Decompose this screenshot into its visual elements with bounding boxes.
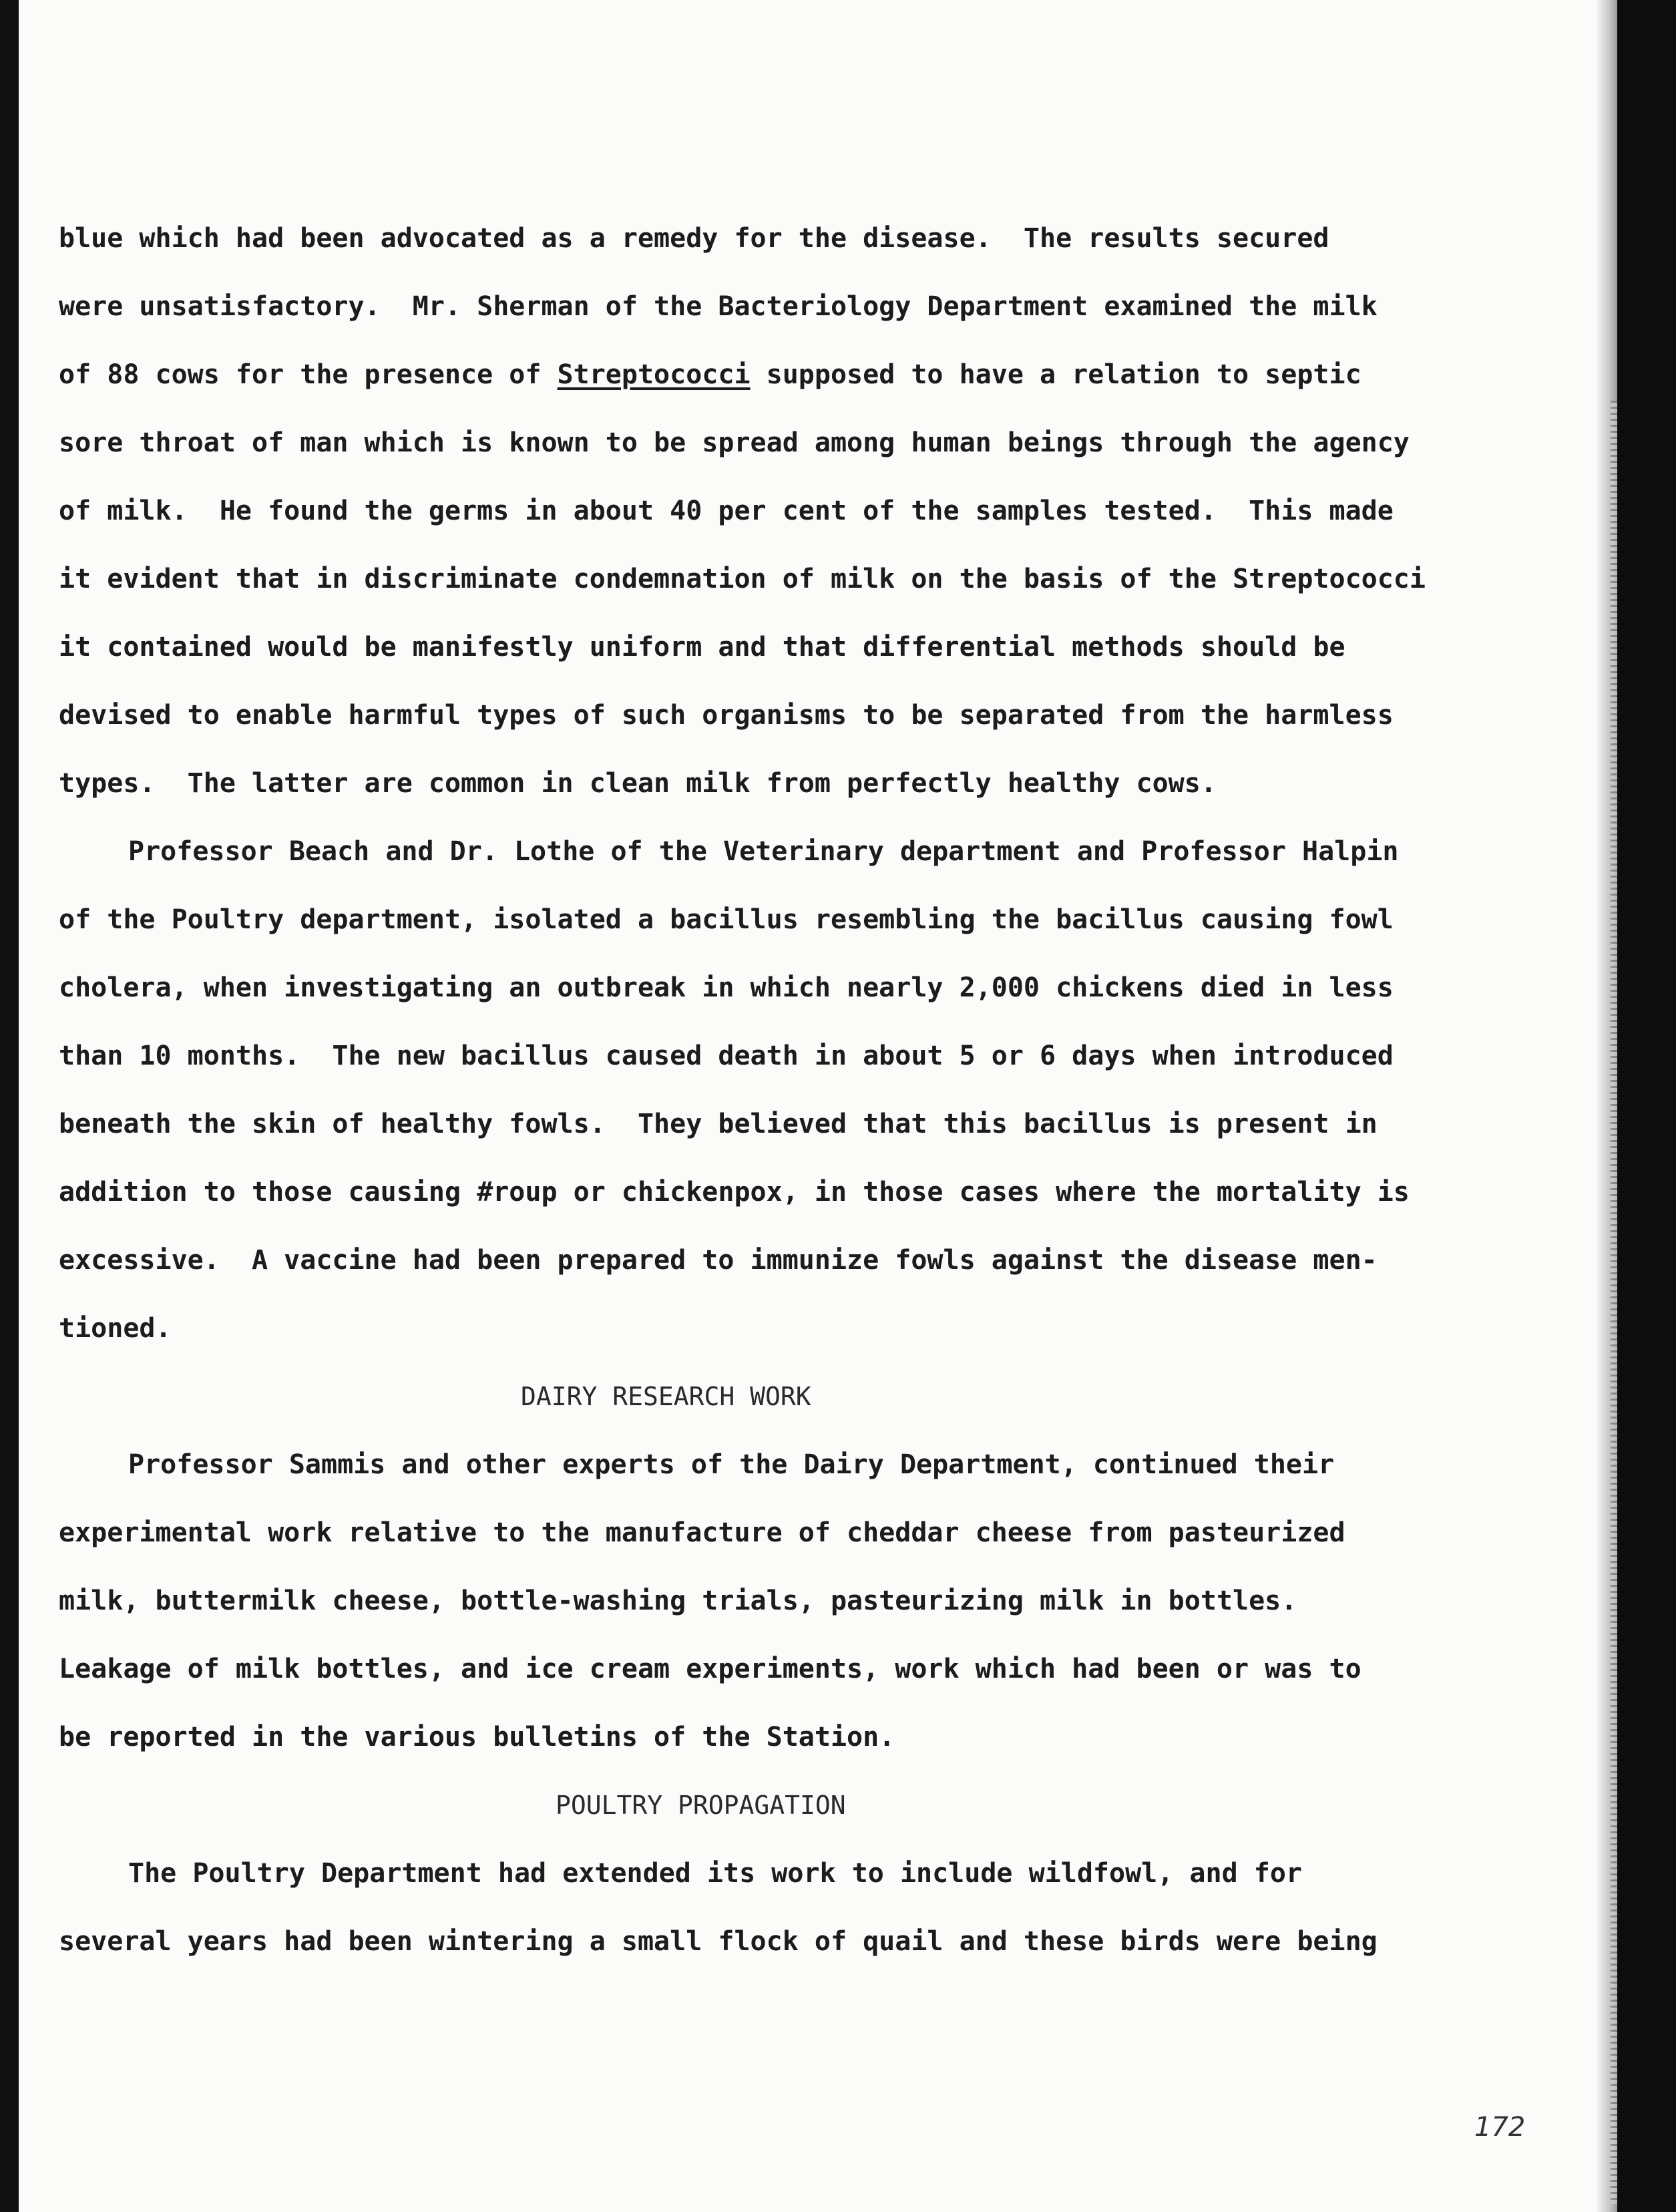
text-line: addition to those causing #roup or chickenpox, in those cases where the mortality is — [59, 1177, 1410, 1208]
text-line — [59, 341, 1461, 409]
scan-left-border — [0, 0, 19, 2212]
text-line: it evident that in discriminate condemnation of milk on the basis of the Streptococci — [59, 564, 1426, 594]
text-line: several years had been wintering a small flock of quail and these birds were being — [59, 1926, 1378, 1957]
text-line: devised to enable harmful types of such organisms to be separated from the harmless — [59, 700, 1394, 731]
section-heading-poultry: POULTRY PROPAGATION — [556, 1791, 846, 1820]
text-line: The Poultry Department had extended its work to include wildfowl, and for — [128, 1858, 1302, 1889]
text-line: tioned. — [59, 1313, 172, 1344]
paragraph-dairy-research — [59, 1431, 1461, 1771]
text-line: it contained would be manifestly uniform and that differential methods should be — [59, 632, 1345, 663]
text-segment: supposed to have a relation to septic — [750, 359, 1361, 390]
text-line: were unsatisfactory. Mr. Sherman of the Bacteriology Department examined the milk — [59, 291, 1378, 322]
text-line: beneath the skin of healthy fowls. They believed that this bacillus is present in — [59, 1109, 1378, 1139]
text-segment: of 88 cows for the presence of — [59, 359, 558, 390]
text-line: of milk. He found the germs in about 40 per cent of the samples tested. This made — [59, 496, 1394, 526]
text-line: excessive. A vaccine had been prepared to immunize fowls against the disease men- — [59, 1245, 1378, 1276]
section-heading-dairy: DAIRY RESEARCH WORK — [521, 1382, 811, 1411]
text-line: Professor Beach and Dr. Lothe of the Veterinary department and Professor Halpin — [128, 836, 1399, 867]
underlined-term: Streptococci — [557, 359, 751, 390]
text-line: be reported in the various bulletins of the Station. — [59, 1722, 895, 1753]
scan-right-border — [1617, 0, 1676, 2212]
paragraph-disease-results — [59, 204, 1461, 817]
typed-text-body — [59, 204, 1461, 1976]
text-line: sore throat of man which is known to be spread among human beings through the agency — [59, 427, 1410, 458]
text-line: Leakage of milk bottles, and ice cream experiments, work which had been or was to — [59, 1654, 1361, 1684]
text-line: milk, buttermilk cheese, bottle-washing trials, pasteurizing milk in bottles. — [59, 1586, 1297, 1616]
text-line: types. The latter are common in clean milk from perfectly healthy cows. — [59, 768, 1217, 799]
page-number: 172 — [1474, 2112, 1526, 2143]
text-line: cholera, when investigating an outbreak in which nearly 2,000 chickens died in less — [59, 972, 1394, 1003]
text-line: than 10 months. The new bacillus caused death in about 5 or 6 days when introduced — [59, 1041, 1394, 1071]
paragraph-fowl-cholera — [59, 817, 1461, 1362]
text-line: of the Poultry department, isolated a bacillus resembling the bacillus causing fowl — [59, 904, 1394, 935]
paragraph-poultry-propagation — [59, 1839, 1461, 1976]
text-line: blue which had been advocated as a remedy for the disease. The results secured — [59, 223, 1329, 254]
text-line: Professor Sammis and other experts of the Dairy Department, continued their — [128, 1449, 1335, 1480]
text-line: experimental work relative to the manufacture of cheddar cheese from pasteurized — [59, 1517, 1345, 1548]
